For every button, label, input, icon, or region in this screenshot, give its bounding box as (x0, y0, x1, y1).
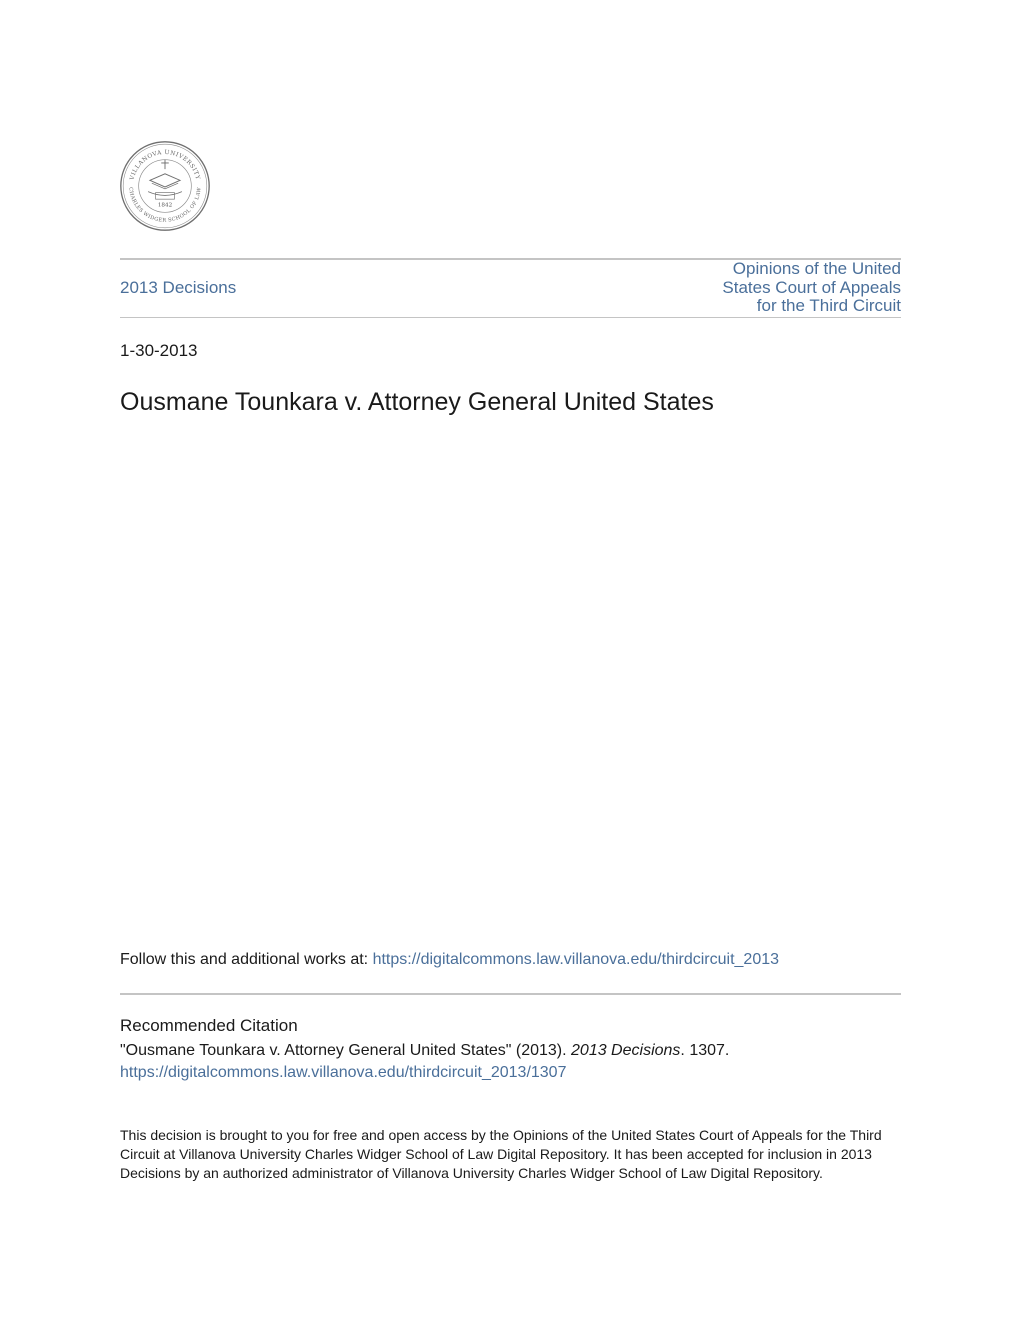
header-bottom-rule (120, 317, 901, 318)
follow-prefix: Follow this and additional works at: (120, 951, 373, 968)
series-line-3: for the Third Circuit (756, 296, 901, 315)
series-line-1: Opinions of the United (732, 259, 901, 278)
collection-link[interactable]: 2013 Decisions (120, 278, 237, 297)
document-title: Ousmane Tounkara v. Attorney General United States (120, 388, 714, 416)
follow-line (120, 949, 779, 971)
citation-text (120, 1040, 729, 1062)
seal-ring-text-bottom: CHARLES WIDGER SCHOOL OF LAW (127, 186, 203, 224)
citation-text-after: . 1307. (680, 1042, 730, 1059)
recommended-citation-heading: Recommended Citation (120, 1016, 298, 1035)
villanova-seal-icon (118, 139, 212, 233)
citation-text-before: "Ousmane Tounkara v. Attorney General United States" (2013). (120, 1042, 572, 1059)
citation-collection-italic: 2013 Decisions (571, 1042, 681, 1059)
seal-ring-text-top: VILLANOVA UNIVERSITY (129, 149, 201, 181)
series-link[interactable] (641, 260, 901, 316)
citation-link[interactable]: https://digitalcommons.law.villanova.edu/thirdcircuit_2013/1307 (120, 1064, 567, 1081)
access-notice: This decision is brought to you for free and open access by the Opinions of the United States Court of Appeals for the Third Circuit at Villanova University Charles Widger School of Law Digital Repository. It has been accepted for inclusion in 2013 Decisions by an authorized administrator of Villanova University Charles Widger School of Law Digital Repository. (120, 1127, 882, 1181)
follow-link[interactable]: https://digitalcommons.law.villanova.edu/thirdcircuit_2013 (372, 951, 780, 968)
document-date: 1-30-2013 (120, 341, 198, 360)
follow-rule (120, 993, 901, 995)
seal-year: 1842 (157, 202, 173, 209)
series-line-2: States Court of Appeals (722, 277, 901, 297)
